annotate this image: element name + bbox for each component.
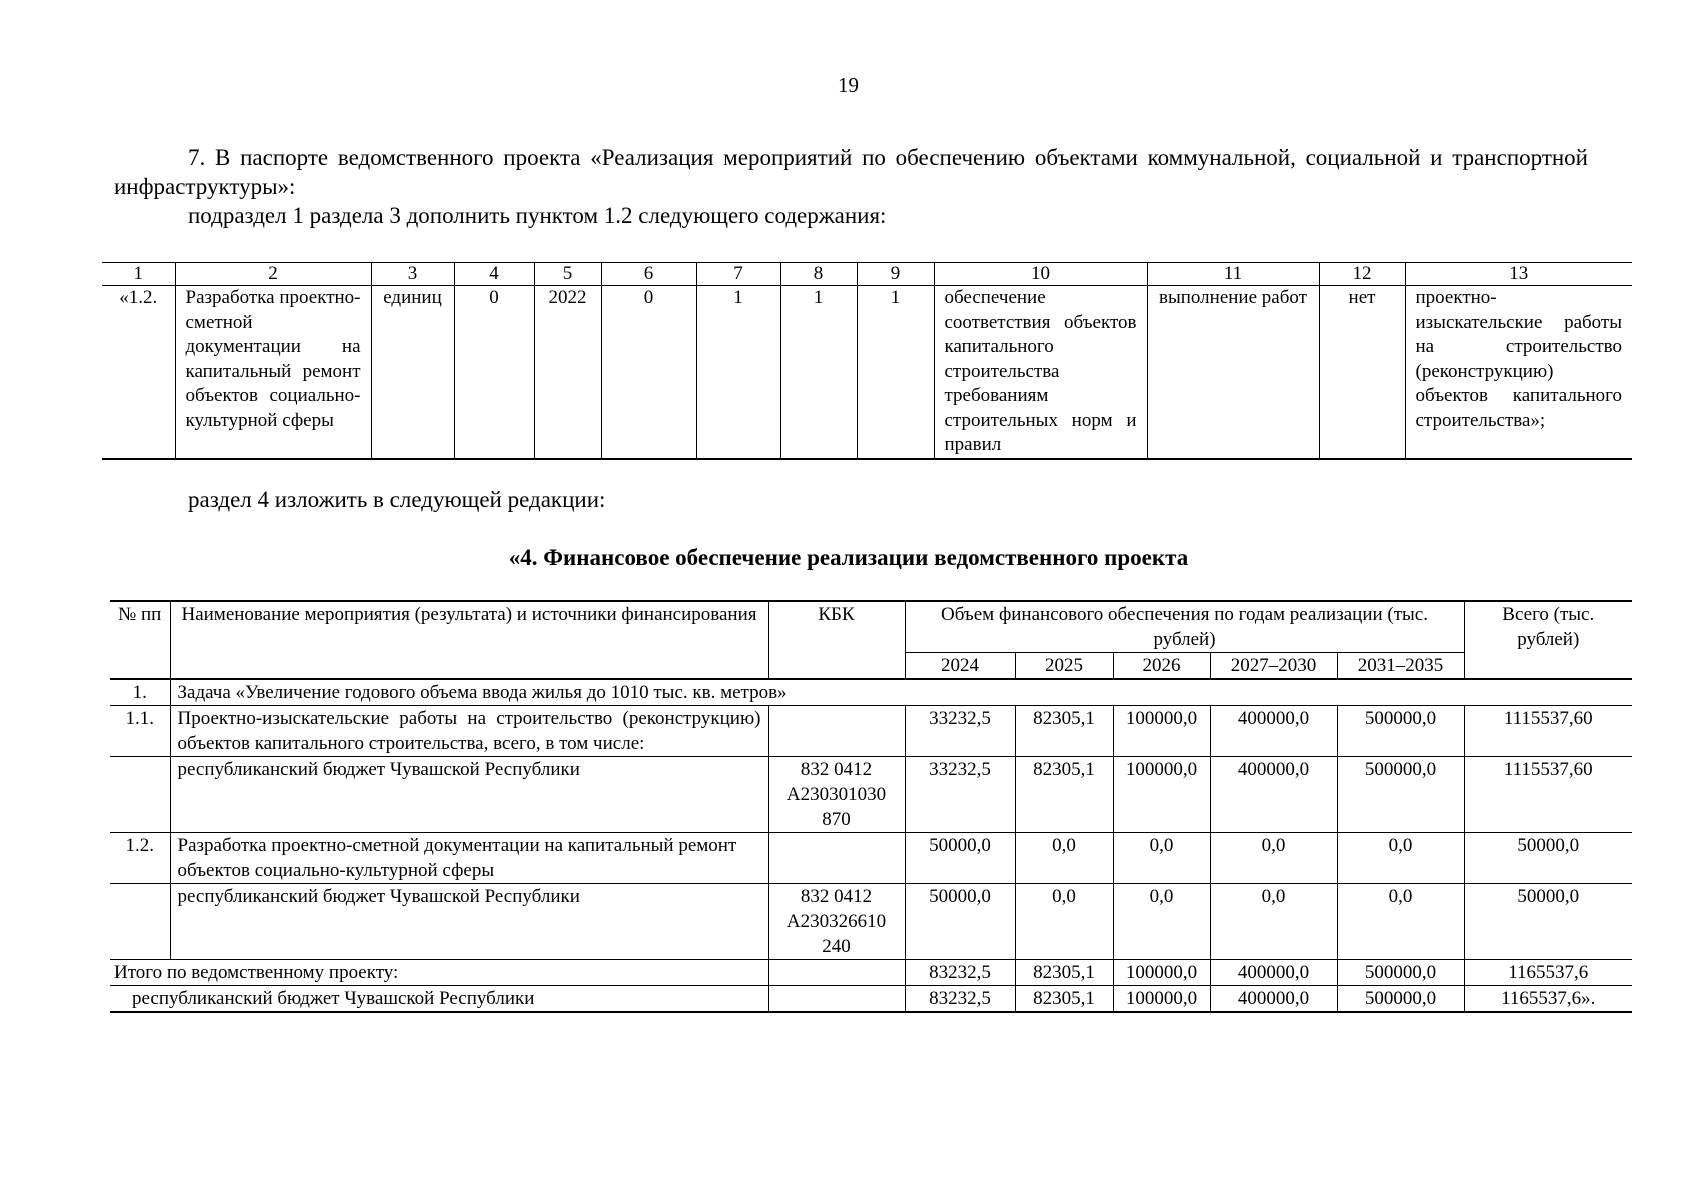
row-value: 1 (780, 286, 857, 459)
row-value: 82305,1 (1015, 757, 1113, 833)
header-cell: 8 (780, 263, 857, 286)
task-text: Задача «Увеличение годового объема ввода жилья до 1010 тыс. кв. метров» (170, 679, 1632, 706)
budget-label: республиканский бюджет Чувашской Республики (110, 986, 768, 1013)
section-intro: раздел 4 изложить в следующей редакции: (188, 487, 606, 512)
header-kbk: КБК (768, 601, 905, 679)
budget-kbk (768, 986, 905, 1013)
row-value: 100000,0 (1113, 757, 1210, 833)
intro-block (114, 143, 1588, 230)
row-value: 400000,0 (1210, 757, 1337, 833)
intro-paragraph-2: подраздел 1 раздела 3 дополнить пунктом 1.2 следующего содержания: (188, 203, 887, 228)
row-total: 1115537,60 (1464, 757, 1632, 833)
row-total: 1115537,60 (1464, 706, 1632, 757)
total-value: 82305,1 (1015, 960, 1113, 986)
row-value: 1 (857, 286, 934, 459)
passport-row (102, 286, 1632, 459)
intro-paragraph: 7. В паспорте ведомственного проекта «Реализация мероприятий по обеспечению объектами коммунальной, социальной и транспортной инфраструктуры»: (114, 145, 1588, 199)
finance-header-row (110, 601, 1632, 653)
header-num: № пп (110, 601, 170, 679)
header-name: Наименование мероприятия (результата) и источники финансирования (170, 601, 768, 679)
header-cell: 10 (934, 263, 1147, 286)
budget-row (110, 986, 1632, 1013)
header-year: 2031–2035 (1337, 653, 1464, 680)
row-kbk: 832 0412 А230326610 240 (768, 884, 905, 960)
row-number: «1.2. (102, 286, 175, 459)
row-value: 0,0 (1337, 884, 1464, 960)
row-value: 50000,0 (905, 884, 1015, 960)
header-volume: Объем финансового обеспечения по годам реализации (тыс. рублей) (905, 601, 1464, 653)
row-value: 33232,5 (905, 706, 1015, 757)
total-value: 100000,0 (1113, 960, 1210, 986)
row-value: 50000,0 (905, 833, 1015, 884)
row-value: 0 (601, 286, 696, 459)
row-result: выполнение работ (1147, 286, 1319, 459)
page-number: 19 (838, 73, 859, 97)
row-value: 0,0 (1210, 884, 1337, 960)
task-number: 1. (110, 679, 170, 706)
row-value: 0,0 (1113, 833, 1210, 884)
row-value: 1 (696, 286, 780, 459)
row-flag: нет (1319, 286, 1405, 459)
row-number (110, 757, 170, 833)
row-kbk (768, 833, 905, 884)
total-row (110, 960, 1632, 986)
row-purpose: обеспечение соответствия объектов капитального строительства требованиям строительных норм и правил (934, 286, 1147, 459)
row-value: 0,0 (1113, 884, 1210, 960)
task-row (110, 679, 1632, 706)
finance-table (110, 600, 1632, 1013)
header-cell: 1 (102, 263, 175, 286)
header-cell: 7 (696, 263, 780, 286)
header-year: 2024 (905, 653, 1015, 680)
budget-value: 100000,0 (1113, 986, 1210, 1013)
total-value: 500000,0 (1337, 960, 1464, 986)
total-kbk (768, 960, 905, 986)
total-sum: 1165537,6 (1464, 960, 1632, 986)
row-year: 2022 (534, 286, 601, 459)
row-number (110, 884, 170, 960)
header-year: 2026 (1113, 653, 1210, 680)
total-label: Итого по ведомственному проекту: (110, 960, 768, 986)
header-cell: 6 (601, 263, 696, 286)
budget-value: 400000,0 (1210, 986, 1337, 1013)
row-name: Проектно-изыскательские работы на строительство (реконструкцию) объектов капитального строительства, всего, в том числе: (170, 706, 768, 757)
row-name: республиканский бюджет Чувашской Республики (170, 884, 768, 960)
row-kbk (768, 706, 905, 757)
row-number: 1.1. (110, 706, 170, 757)
finance-row (110, 757, 1632, 833)
finance-row (110, 706, 1632, 757)
header-cell: 13 (1405, 263, 1632, 286)
row-name: Разработка проектно-сметной документации на капитальный ремонт объектов социально-культурной сферы (175, 286, 371, 459)
row-value: 0,0 (1337, 833, 1464, 884)
passport-header-row (102, 263, 1632, 286)
header-cell: 4 (454, 263, 534, 286)
header-cell: 11 (1147, 263, 1319, 286)
header-cell: 5 (534, 263, 601, 286)
row-value: 82305,1 (1015, 706, 1113, 757)
header-cell: 9 (857, 263, 934, 286)
header-cell: 12 (1319, 263, 1405, 286)
total-value: 400000,0 (1210, 960, 1337, 986)
row-value: 500000,0 (1337, 706, 1464, 757)
row-total: 50000,0 (1464, 833, 1632, 884)
row-name: Разработка проектно-сметной документации на капитальный ремонт объектов социально-культурной сферы (170, 833, 768, 884)
section-title: «4. Финансовое обеспечение реализации ведомственного проекта (508, 545, 1189, 570)
row-value: 400000,0 (1210, 706, 1337, 757)
row-value: 100000,0 (1113, 706, 1210, 757)
passport-table (102, 262, 1632, 460)
budget-value: 500000,0 (1337, 986, 1464, 1013)
row-number: 1.2. (110, 833, 170, 884)
row-value: 0 (454, 286, 534, 459)
header-cell: 2 (175, 263, 371, 286)
row-description: проектно-изыскательские работы на строительство (реконструкцию) объектов капитального строительства»; (1405, 286, 1632, 459)
row-name: республиканский бюджет Чувашской Республики (170, 757, 768, 833)
row-value: 500000,0 (1337, 757, 1464, 833)
row-value: 0,0 (1015, 884, 1113, 960)
header-year: 2027–2030 (1210, 653, 1337, 680)
budget-sum: 1165537,6». (1464, 986, 1632, 1013)
budget-value: 82305,1 (1015, 986, 1113, 1013)
row-unit: единиц (371, 286, 454, 459)
total-value: 83232,5 (905, 960, 1015, 986)
row-value: 33232,5 (905, 757, 1015, 833)
finance-row (110, 833, 1632, 884)
header-year: 2025 (1015, 653, 1113, 680)
row-value: 0,0 (1015, 833, 1113, 884)
budget-value: 83232,5 (905, 986, 1015, 1013)
row-kbk: 832 0412 А230301030 870 (768, 757, 905, 833)
header-cell: 3 (371, 263, 454, 286)
row-value: 0,0 (1210, 833, 1337, 884)
row-total: 50000,0 (1464, 884, 1632, 960)
finance-row (110, 884, 1632, 960)
header-total: Всего (тыс. рублей) (1464, 601, 1632, 679)
